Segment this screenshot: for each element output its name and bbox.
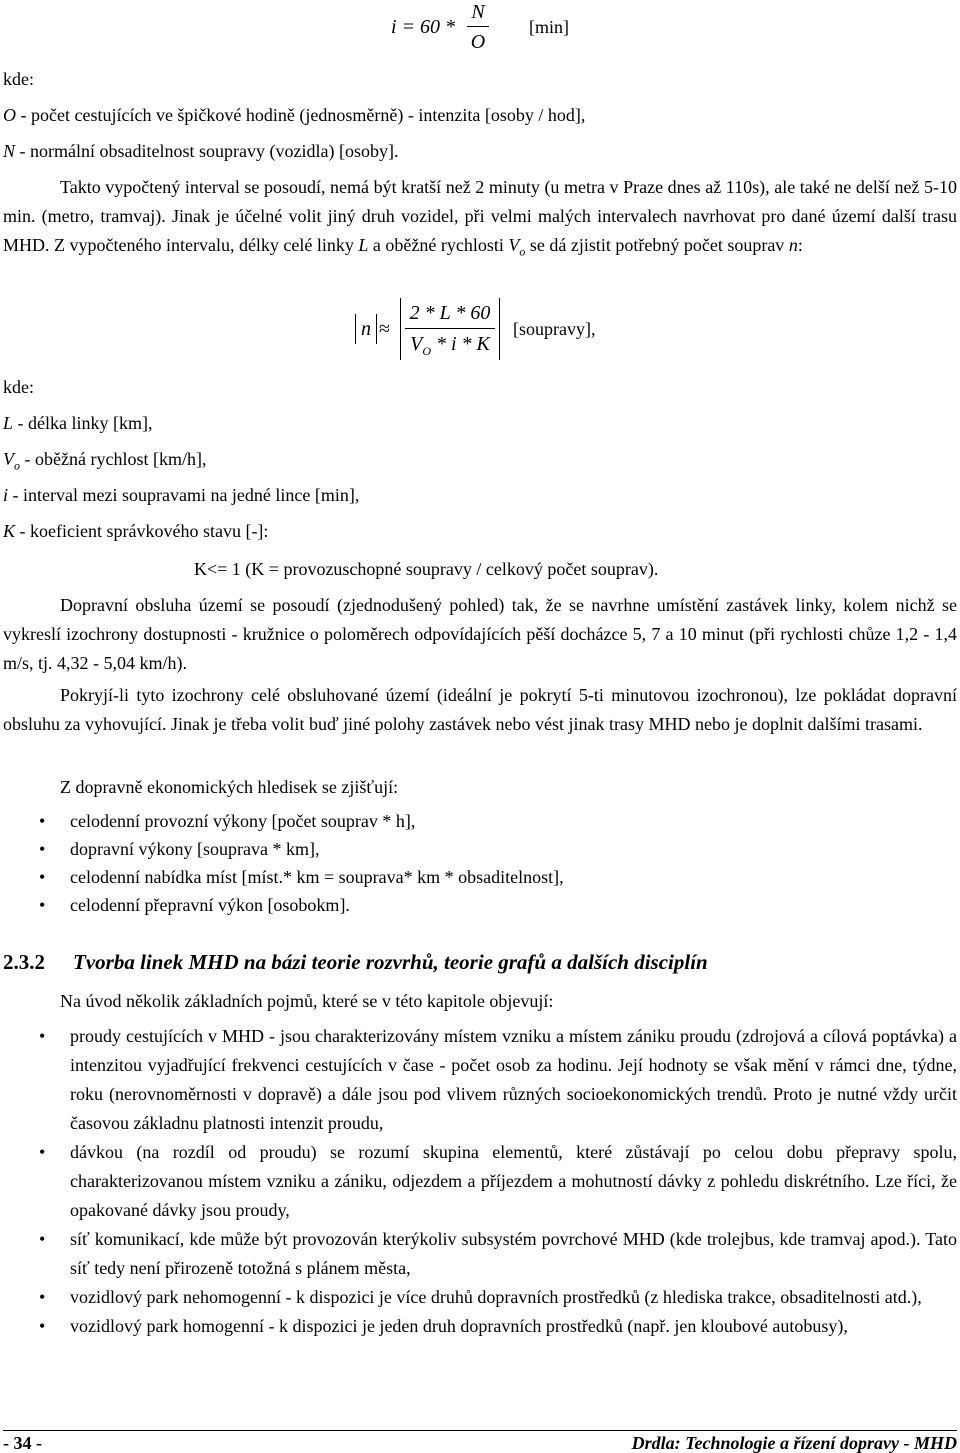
list-item: • proudy cestujících v MHD - jsou charakterizovány místem vzniku a místem zániku proudu (zdrojová a cílová poptávka) a intenzitou vyjadřující frekvenci cestujících v čase - počet osob za hodinu. Její hodnoty se však mění v rámci dne, týdne, roku (nerovnoměrnosti v dopravě) a dále jsou pod vlivem různých socioekonomických trendů. Proto je nutné vždy určit časovou základnu platnosti intenzit proudu, [3, 1022, 957, 1138]
symbol-v: V [508, 235, 520, 255]
paragraph-service: Dopravní obsluha území se posoudí (zjednodušený pohled) tak, že se navrhne umístění zastávek linky, kolem nichž se vykreslí izochrony dostupnosti - kružnice o poloměrech odpovídajících pěší docházce 5, 7 a 10 minut (při rychlosti chůze 1,2 - 1,4 m/s, tj. 4,32 - 5,04 km/h). [3, 595, 957, 673]
definition-l-text: - délka linky [km], [13, 413, 153, 433]
terms-list [3, 1022, 957, 1341]
denominator-rest: * i * K [430, 333, 490, 355]
definition-v [3, 445, 206, 480]
page [3, 0, 957, 1451]
formula-sets-unit: [soupravy], [513, 319, 596, 339]
section-number: 2.3.2 [3, 950, 45, 974]
list-item: • dávkou (na rozdíl od proudu) se rozumí skupina elementů, které zůstávají po celou dobu přepravy spolu, charakterizovanou místem vzniku a zániku, odjezdem a příjezdem a mohutností dávky z pohledu diskrétního. Lze říci, že opakované dávky jsou proudy, [3, 1138, 957, 1225]
formula-sets-numerator: 2 * L * 60 [409, 302, 491, 324]
formula-interval-lhs: i = 60 * [391, 16, 456, 38]
symbol-o: O [3, 105, 16, 125]
section-heading [3, 948, 957, 976]
page-footer [3, 1430, 957, 1453]
symbol-k-def: K [3, 521, 16, 541]
symbol-i-def: i [3, 485, 9, 505]
formula-sets [355, 298, 655, 364]
list-item: • celodenní přepravní výkon [osobokm]. [3, 891, 957, 919]
formula-interval-fraction [467, 0, 489, 55]
symbol-n-lower: n [788, 235, 798, 255]
formula-interval-denominator: O [470, 31, 486, 53]
definition-k [3, 517, 268, 545]
kde-label-2: kde: [3, 377, 34, 397]
definition-n-text: - normální obsaditelnost soupravy (vozidla) [osoby]. [15, 141, 399, 161]
symbol-l-def: L [3, 413, 14, 433]
definition-o-text: - počet cestujících ve špičkové hodině (jednosměrně) - intenzita [osoby / hod], [16, 105, 586, 125]
denominator-v-sub: O [422, 344, 431, 358]
footer-title: Drdla: Technologie a řízení dopravy - MHD [631, 1433, 957, 1453]
formula-sets-approx: ≈ [379, 318, 390, 340]
economic-list [3, 807, 957, 919]
paragraph-interval-text-d: : [797, 235, 803, 255]
section-title: Tvorba linek MHD na bázi teorie rozvrhů, teorie grafů a dalších disciplín [73, 950, 708, 974]
kde-label: kde: [3, 69, 34, 89]
formula-sets-fraction [400, 298, 500, 360]
list-item: • celodenní nabídka míst [míst.* km = souprava* km * obsaditelnost], [3, 863, 957, 891]
symbol-l: L [358, 235, 369, 255]
paragraph-interval-text-c: se dá zjistit potřebný počet souprav [525, 235, 789, 255]
formula-interval-numerator: N [471, 1, 485, 23]
denominator-v: V [410, 333, 423, 355]
paragraph-interval-text-b: a oběžné rychlosti [368, 235, 509, 255]
page-number: - 34 - [3, 1433, 42, 1453]
formula-interval-unit: [min] [529, 17, 569, 37]
paragraph-economic: Z dopravně ekonomických hledisek se zjišťují: [60, 777, 399, 797]
formula-sets-n: n [355, 314, 377, 344]
k-note: K<= 1 (K = provozuschopné soupravy / celkový počet souprav). [194, 559, 659, 579]
fraction-bar [467, 26, 489, 27]
formula-sets-denominator [401, 330, 499, 365]
definition-l [3, 409, 152, 437]
fraction-bar [405, 328, 495, 329]
definition-i [3, 481, 359, 509]
definition-i-text: - interval mezi soupravami na jedné lince [min], [8, 485, 360, 505]
paragraph-interval [3, 173, 957, 267]
definition-v-text: - oběžná rychlost [km/h], [20, 449, 207, 469]
list-item: • celodenní provozní výkony [počet souprav * h], [3, 807, 957, 835]
list-item: • dopravní výkony [souprava * km], [3, 835, 957, 863]
list-item: • vozidlový park homogenní - k dispozici je jeden druh dopravních prostředků (např. jen kloubové autobusy), [3, 1312, 957, 1341]
paragraph-intro: Na úvod několik základních pojmů, které se v této kapitole objevují: [60, 991, 554, 1011]
paragraph-interval-text-a: Takto vypočtený interval se posoudí, nemá být kratší než 2 minuty (u metra v Praze dnes až 110s), ale také ne delší než 5-10 min. (metro, tramvaj). Jinak je účelné volit jiný druh vozidel, při velmi malých intervalech navrhovat pro dané území další trasu MHD. Z vypočteného intervalu, délky celé linky [3, 177, 957, 255]
symbol-v-def-sub: o [14, 458, 20, 473]
symbol-v-def: V [3, 449, 14, 469]
symbol-v-sub: o [519, 244, 526, 259]
formula-interval [391, 0, 691, 64]
paragraph-isochrones: Pokryjí-li tyto izochrony celé obsluhované území (ideální je pokrytí 5-ti minutovou izochronou), lze pokládat dopravní obsluhu za vyhovující. Jinak je třeba volit buď jiné polohy zastávek nebo vést jinak trasy MHD nebo je doplnit dalšími trasami. [3, 685, 957, 734]
definition-n [3, 137, 957, 165]
definition-o [3, 101, 957, 129]
list-item: • vozidlový park nehomogenní - k dispozici je více druhů dopravních prostředků (z hlediska trakce, obsaditelnosti atd.), [3, 1283, 957, 1312]
definition-k-text: - koeficient správkového stavu [-]: [15, 521, 269, 541]
symbol-n: N [3, 141, 16, 161]
list-item: • síť komunikací, kde může být provozován kterýkoliv subsystém povrchové MHD (kde trolejbus, kde tramvaj apod.). Tato síť tedy není přirozeně totožná s plánem města, [3, 1225, 957, 1283]
